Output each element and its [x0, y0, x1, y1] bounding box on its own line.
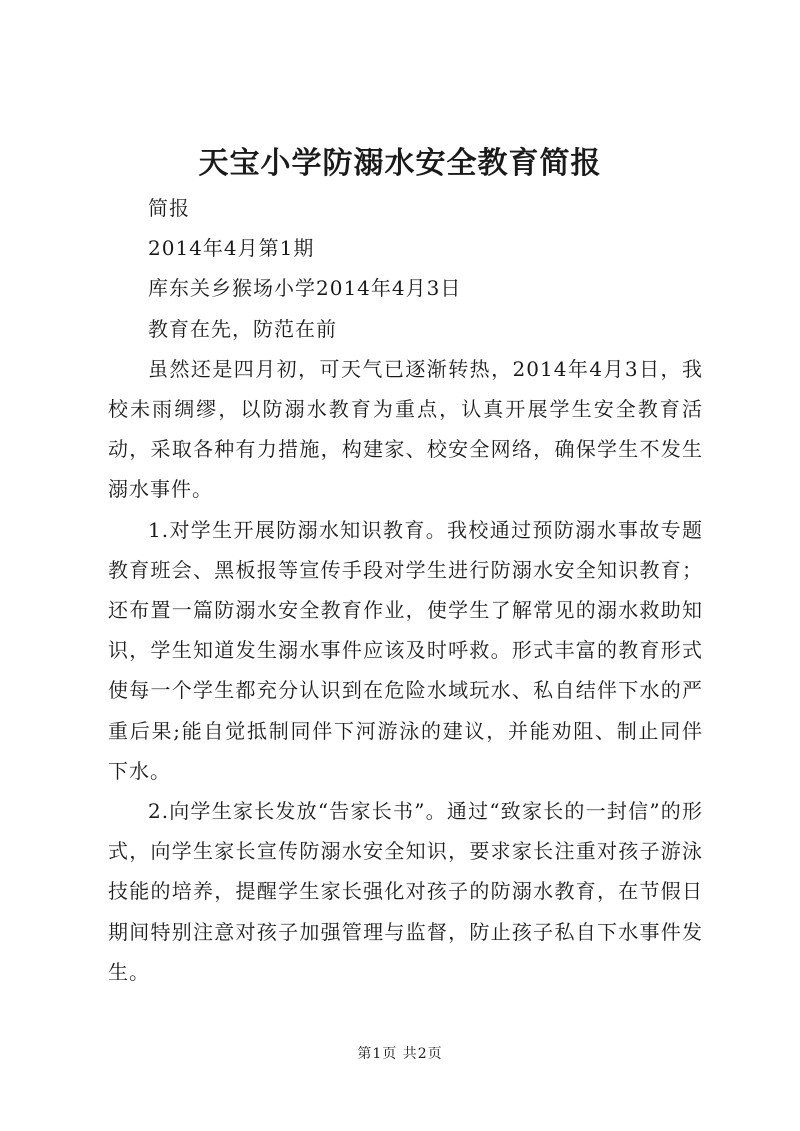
document-title: 天宝小学防溺水安全教育简报: [198, 146, 602, 181]
page-footer: 第1页 共2页: [357, 1046, 443, 1062]
document-body: [108, 188, 703, 992]
paragraph-intro: 虽然还是四月初，可天气已逐渐转热，2014年4月3日，我校未雨绸缪，以防溺水教育为重点，认真开展学生安全教育活动，采取各种有力措施，构建家、校安全网络，确保学生不发生溺水事件。: [108, 356, 703, 502]
paragraph-item-1: 1.对学生开展防溺水知识教育。我校通过预防溺水事故专题教育班会、黑板报等宣传手段对学生进行防溺水安全知识教育；还布置一篇防溺水安全教育作业，使学生了解常见的溺水救助知识，学生知道发生溺水事件应该及时呼救。形式丰富的教育形式使每一个学生都充分认识到在危险水域玩水、私自结伴下水的严重后果;能自觉抵制同伴下河游泳的建议，并能劝阻、制止同伴下水。: [108, 517, 703, 783]
paragraph-slogan: 教育在先，防范在前: [148, 316, 337, 341]
paragraph-item-2: 2.向学生家长发放“告家长书”。通过“致家长的一封信”的形式，向学生家长宣传防溺水安全知识，要求家长注重对孩子游泳技能的培养，提醒学生家长强化对孩子的防溺水教育，在节假日期间特别注意对孩子加强管理与监督，防止孩子私自下水事件发生。: [108, 799, 703, 984]
paragraph-heading-label: 简报: [148, 196, 190, 220]
paragraph-school-date: 库东关乡猴场小学2014年4月3日: [148, 276, 462, 301]
paragraph-issue: 2014年4月第1期: [148, 236, 315, 261]
